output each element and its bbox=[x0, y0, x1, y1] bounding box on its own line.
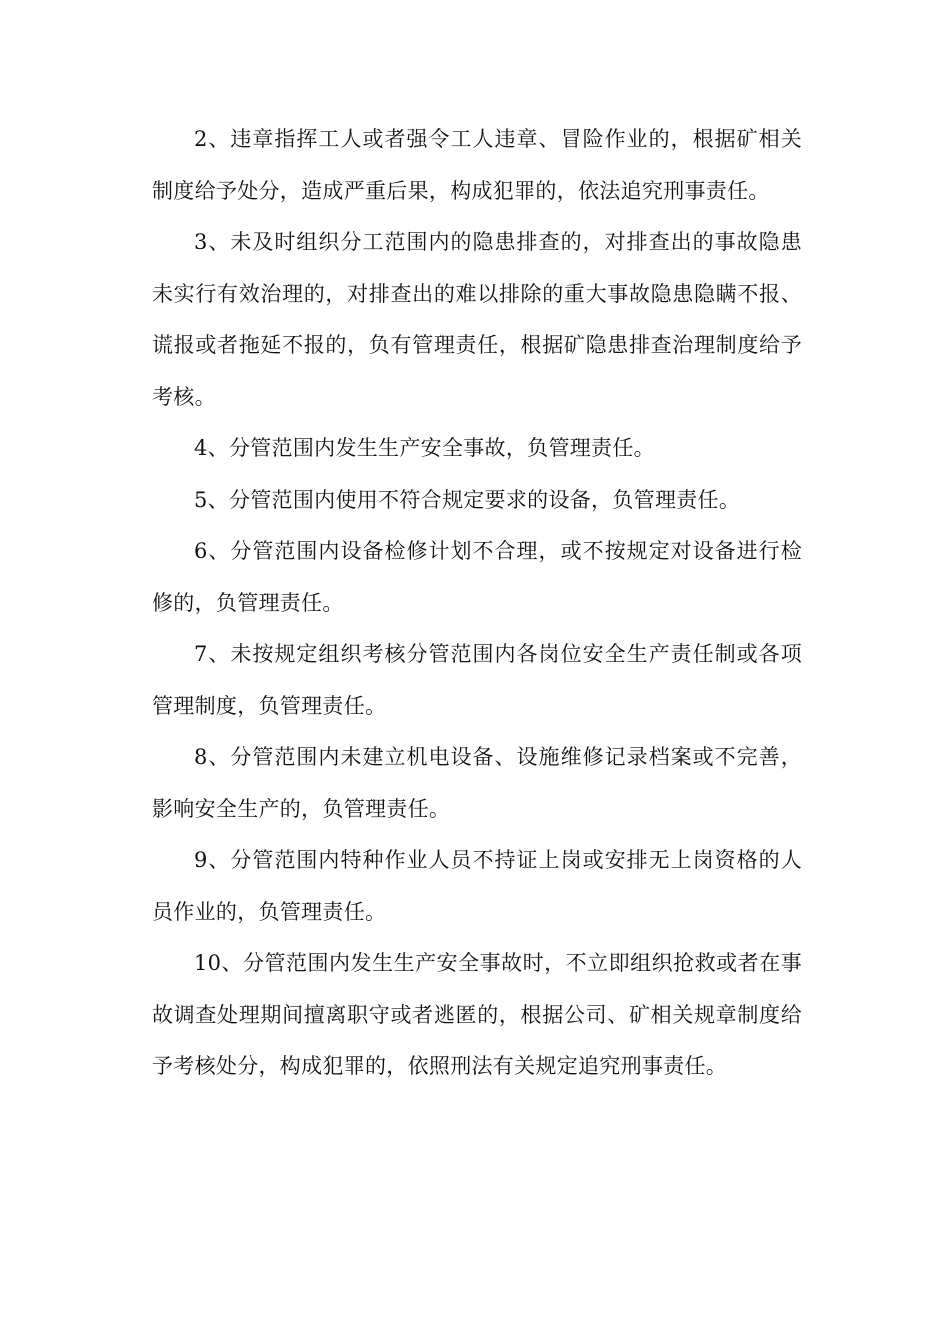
paragraph-item-10: 10、分管范围内发生生产安全事故时，不立即组织抢救或者在事故调查处理期间擅离职守或者逃匿的，根据公司、矿相关规章制度给予考核处分，构成犯罪的，依照刑法有关规定追究刑事责任。 bbox=[152, 951, 802, 1078]
paragraph-item-4: 4、分管范围内发生生产安全事故，负管理责任。 bbox=[194, 436, 655, 460]
paragraph-item-2: 2、违章指挥工人或者强令工人违章、冒险作业的，根据矿相关制度给予处分，造成严重后果，构成犯罪的，依法追究刑事责任。 bbox=[152, 127, 802, 203]
paragraph-item-5: 5、分管范围内使用不符合规定要求的设备，负管理责任。 bbox=[194, 487, 741, 512]
paragraph-item-9: 9、分管范围内特种作业人员不持证上岗或安排无上岗资格的人员作业的，负管理责任。 bbox=[152, 848, 802, 924]
paragraph-item-3: 3、未及时组织分工范围内的隐患排查的，对排查出的事故隐患未实行有效治理的，对排查出的难以排除的重大事故隐患隐瞒不报、谎报或者拖延不报的，负有管理责任，根据矿隐患排查治理制度给予考核。 bbox=[152, 230, 802, 409]
document-body bbox=[152, 114, 802, 1093]
paragraph-item-6: 6、分管范围内设备检修计划不合理，或不按规定对设备进行检修的，负管理责任。 bbox=[152, 539, 802, 615]
paragraph-item-7: 7、未按规定组织考核分管范围内各岗位安全生产责任制或各项管理制度，负管理责任。 bbox=[152, 642, 802, 718]
paragraph-item-8: 8、分管范围内未建立机电设备、设施维修记录档案或不完善，影响安全生产的，负管理责任。 bbox=[152, 745, 802, 821]
